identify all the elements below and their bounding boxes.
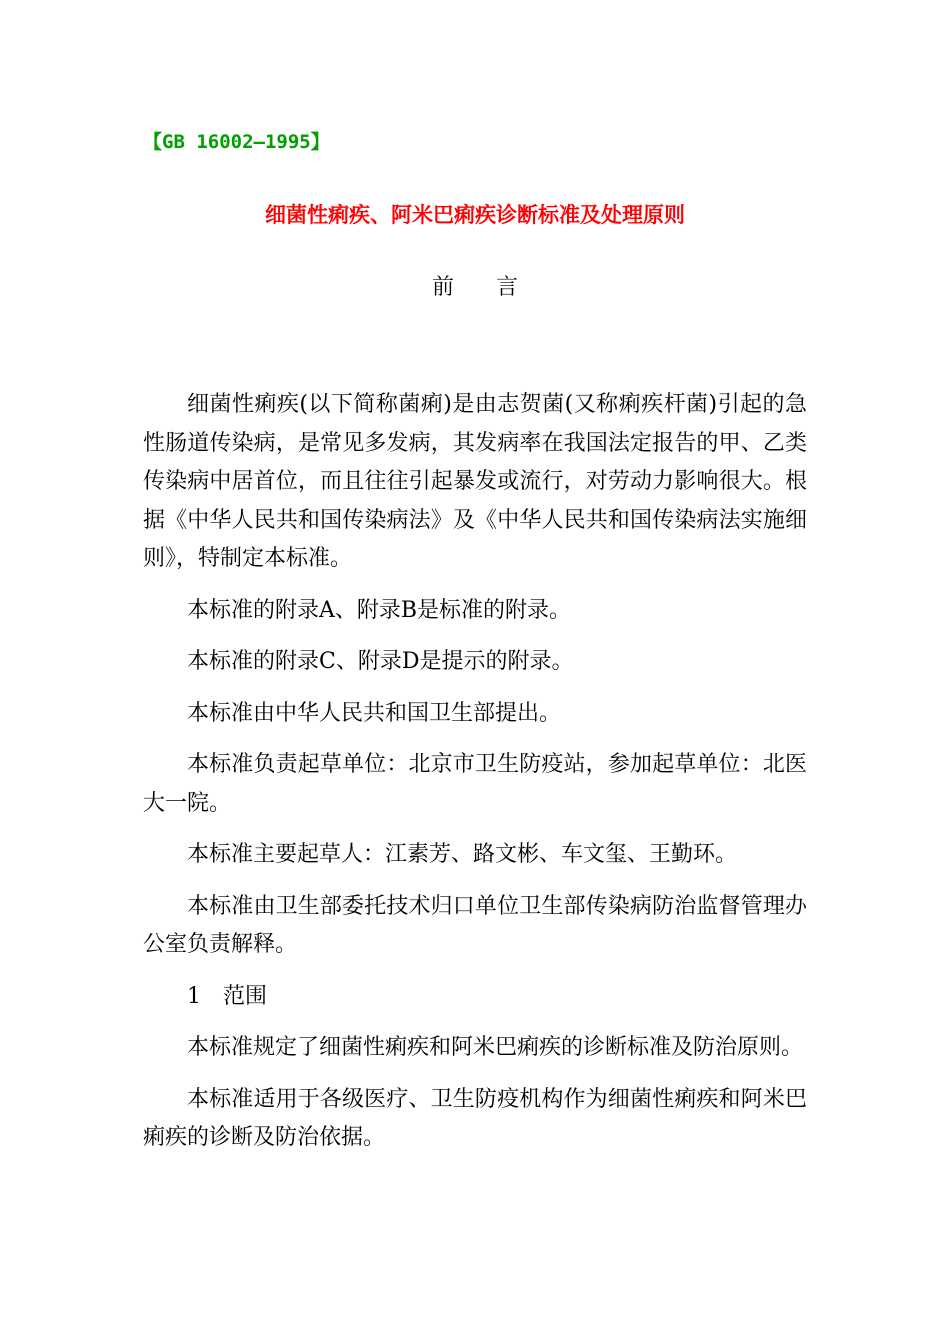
body-text [143,386,807,1171]
paragraph-proposer: 本标准由中华人民共和国卫生部提出。 [187,700,562,726]
section-heading-scope: 1 范围 [187,983,267,1009]
paragraph-interpretation: 本标准由卫生部委托技术归口单位卫生部传染病防治监督管理办公室负责解释。 [143,893,807,957]
section-heading-preface: 前言 [431,275,560,300]
paragraph-appendix-ab: 本标准的附录A、附录B是标准的附录。 [187,597,572,623]
paragraph-applicability: 本标准适用于各级医疗、卫生防疫机构作为细菌性痢疾和阿米巴痢疾的诊断及防治依据。 [143,1086,807,1150]
standard-code: 【GB 16002—1995】 [143,131,330,153]
paragraph-drafters: 本标准主要起草人：江素芳、路文彬、车文玺、王勤环。 [187,842,738,867]
paragraph-scope: 本标准规定了细菌性痢疾和阿米巴痢疾的诊断标准及防治原则。 [187,1035,804,1060]
paragraph-intro: 细菌性痢疾(以下简称菌痢)是由志贺菌(又称痢疾杆菌)引起的急性肠道传染病，是常见多发病，其发病率在我国法定报告的甲、乙类传染病中居首位，而且往往引起暴发或流行，对劳动力影响很大。根据《中华人民共和国传染病法》及《中华人民共和国传染病法实施细则》，特制定本标准。 [143,392,807,571]
document-title: 细菌性痢疾、阿米巴痢疾诊断标准及处理原则 [265,203,685,227]
paragraph-appendix-cd: 本标准的附录C、附录D是提示的附录。 [187,649,574,674]
paragraph-drafting-units: 本标准负责起草单位：北京市卫生防疫站，参加起草单位：北医大一院。 [143,752,807,816]
